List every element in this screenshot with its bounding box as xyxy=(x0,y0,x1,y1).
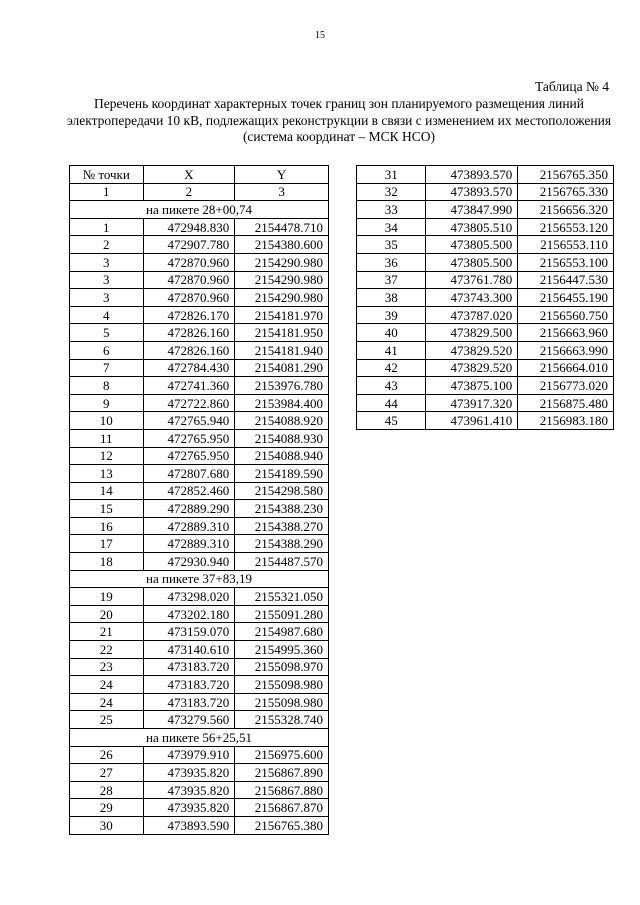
x-coordinate-cell: 473935.820 xyxy=(143,781,235,799)
table-label: Таблица № 4 xyxy=(535,79,609,94)
y-coordinate-cell: 2155098.970 xyxy=(235,658,329,676)
table-row xyxy=(70,465,329,483)
y-coordinate-cell: 2155328.740 xyxy=(235,711,329,729)
header-point-number: № точки xyxy=(70,166,144,184)
table-row xyxy=(70,605,329,623)
point-number-cell: 35 xyxy=(357,236,426,254)
y-coordinate-cell: 2155091.280 xyxy=(235,605,329,623)
y-coordinate-cell: 2156867.890 xyxy=(235,764,329,782)
x-coordinate-cell: 473829.520 xyxy=(426,359,518,377)
x-coordinate-cell: 472889.310 xyxy=(143,535,235,553)
table-row xyxy=(70,482,329,500)
point-number-cell: 36 xyxy=(357,253,426,271)
table-row xyxy=(70,394,329,412)
point-number-cell: 41 xyxy=(357,341,426,359)
table-caption: Перечень координат характерных точек границ зон планируемого размещения линий электропередачи 10 кВ, подлежащих реконструкции в связи с изменением их местоположения (система координат – МСК НСО) xyxy=(66,96,612,144)
y-coordinate-cell: 2156875.480 xyxy=(518,394,614,412)
point-number-cell: 15 xyxy=(70,500,144,518)
point-number-cell: 24 xyxy=(70,676,144,694)
point-number-cell: 29 xyxy=(70,799,144,817)
point-number-cell: 32 xyxy=(357,183,426,201)
y-coordinate-cell: 2154388.230 xyxy=(235,500,329,518)
table-row xyxy=(70,236,329,254)
x-coordinate-cell: 473279.560 xyxy=(143,711,235,729)
x-coordinate-cell: 473875.100 xyxy=(426,377,518,395)
table-row xyxy=(70,676,329,694)
x-coordinate-cell: 472722.860 xyxy=(143,394,235,412)
x-coordinate-cell: 473183.720 xyxy=(143,658,235,676)
table-row xyxy=(357,236,614,254)
table-row xyxy=(357,201,614,219)
table-row xyxy=(357,183,614,201)
point-number-cell: 17 xyxy=(70,535,144,553)
table-row xyxy=(70,816,329,834)
table-row xyxy=(70,623,329,641)
x-coordinate-cell: 472889.310 xyxy=(143,517,235,535)
table-row xyxy=(70,412,329,430)
x-coordinate-cell: 473829.520 xyxy=(426,341,518,359)
table-row xyxy=(70,253,329,271)
y-coordinate-cell: 2154478.710 xyxy=(235,218,329,236)
y-coordinate-cell: 2156867.880 xyxy=(235,781,329,799)
y-coordinate-cell: 2156773.020 xyxy=(518,377,614,395)
y-coordinate-cell: 2154088.940 xyxy=(235,447,329,465)
section-label: на пикете 28+00,74 xyxy=(70,201,329,219)
y-coordinate-cell: 2156765.330 xyxy=(518,183,614,201)
x-coordinate-cell: 472826.160 xyxy=(143,324,235,342)
x-coordinate-cell: 473202.180 xyxy=(143,605,235,623)
table-row xyxy=(357,289,614,307)
point-number-cell: 3 xyxy=(70,289,144,307)
y-coordinate-cell: 2154181.970 xyxy=(235,306,329,324)
y-coordinate-cell: 2154189.590 xyxy=(235,465,329,483)
table-row xyxy=(357,341,614,359)
point-number-cell: 26 xyxy=(70,746,144,764)
table-row xyxy=(70,693,329,711)
y-coordinate-cell: 2154081.290 xyxy=(235,359,329,377)
table-row xyxy=(70,289,329,307)
x-coordinate-cell: 473787.020 xyxy=(426,306,518,324)
table-row xyxy=(357,166,614,184)
table-row xyxy=(357,306,614,324)
header-row xyxy=(70,166,329,184)
table-row xyxy=(70,218,329,236)
point-number-cell: 44 xyxy=(357,394,426,412)
table-row xyxy=(70,377,329,395)
y-coordinate-cell: 2156663.990 xyxy=(518,341,614,359)
header-numbers-row xyxy=(70,183,329,201)
point-number-cell: 33 xyxy=(357,201,426,219)
y-coordinate-cell: 2156983.180 xyxy=(518,412,614,430)
x-coordinate-cell: 473935.820 xyxy=(143,764,235,782)
point-number-cell: 9 xyxy=(70,394,144,412)
point-number-cell: 13 xyxy=(70,465,144,483)
x-coordinate-cell: 472807.680 xyxy=(143,465,235,483)
y-coordinate-cell: 2153976.780 xyxy=(235,377,329,395)
x-coordinate-cell: 473829.500 xyxy=(426,324,518,342)
coordinates-table-left xyxy=(69,165,329,835)
point-number-cell: 10 xyxy=(70,412,144,430)
y-coordinate-cell: 2156553.100 xyxy=(518,253,614,271)
y-coordinate-cell: 2156455.190 xyxy=(518,289,614,307)
x-coordinate-cell: 472765.940 xyxy=(143,412,235,430)
header-number-1: 1 xyxy=(70,183,144,201)
x-coordinate-cell: 473893.570 xyxy=(426,183,518,201)
point-number-cell: 31 xyxy=(357,166,426,184)
table-row xyxy=(70,306,329,324)
page-number: 15 xyxy=(315,30,325,41)
x-coordinate-cell: 473893.570 xyxy=(426,166,518,184)
x-coordinate-cell: 473917.320 xyxy=(426,394,518,412)
x-coordinate-cell: 472948.830 xyxy=(143,218,235,236)
table-row xyxy=(70,553,329,571)
y-coordinate-cell: 2154487.570 xyxy=(235,553,329,571)
y-coordinate-cell: 2154388.270 xyxy=(235,517,329,535)
table-row xyxy=(70,341,329,359)
coordinates-table-right xyxy=(356,165,614,430)
section-row xyxy=(70,729,329,747)
x-coordinate-cell: 473979.910 xyxy=(143,746,235,764)
point-number-cell: 19 xyxy=(70,588,144,606)
table-row xyxy=(70,447,329,465)
table-row xyxy=(357,324,614,342)
x-coordinate-cell: 472765.950 xyxy=(143,429,235,447)
x-coordinate-cell: 473159.070 xyxy=(143,623,235,641)
point-number-cell: 22 xyxy=(70,641,144,659)
point-number-cell: 40 xyxy=(357,324,426,342)
x-coordinate-cell: 472826.160 xyxy=(143,341,235,359)
x-coordinate-cell: 472741.360 xyxy=(143,377,235,395)
point-number-cell: 3 xyxy=(70,271,144,289)
x-coordinate-cell: 473893.590 xyxy=(143,816,235,834)
x-coordinate-cell: 473298.020 xyxy=(143,588,235,606)
table-row xyxy=(70,799,329,817)
point-number-cell: 1 xyxy=(70,218,144,236)
point-number-cell: 11 xyxy=(70,429,144,447)
y-coordinate-cell: 2156975.600 xyxy=(235,746,329,764)
point-number-cell: 28 xyxy=(70,781,144,799)
header-number-3: 3 xyxy=(235,183,329,201)
point-number-cell: 7 xyxy=(70,359,144,377)
table-row xyxy=(70,781,329,799)
point-number-cell: 3 xyxy=(70,253,144,271)
header-number-2: 2 xyxy=(143,183,235,201)
table-row xyxy=(357,253,614,271)
point-number-cell: 8 xyxy=(70,377,144,395)
section-label: на пикете 37+83,19 xyxy=(70,570,329,588)
point-number-cell: 24 xyxy=(70,693,144,711)
point-number-cell: 25 xyxy=(70,711,144,729)
point-number-cell: 34 xyxy=(357,218,426,236)
x-coordinate-cell: 472870.960 xyxy=(143,253,235,271)
table-row xyxy=(70,359,329,377)
y-coordinate-cell: 2156447.530 xyxy=(518,271,614,289)
y-coordinate-cell: 2154181.950 xyxy=(235,324,329,342)
table-row xyxy=(357,218,614,236)
table-row xyxy=(70,641,329,659)
point-number-cell: 42 xyxy=(357,359,426,377)
y-coordinate-cell: 2155098.980 xyxy=(235,676,329,694)
x-coordinate-cell: 473805.500 xyxy=(426,236,518,254)
y-coordinate-cell: 2154290.980 xyxy=(235,271,329,289)
x-coordinate-cell: 473935.820 xyxy=(143,799,235,817)
x-coordinate-cell: 472870.960 xyxy=(143,271,235,289)
point-number-cell: 39 xyxy=(357,306,426,324)
x-coordinate-cell: 472826.170 xyxy=(143,306,235,324)
table-row xyxy=(70,271,329,289)
point-number-cell: 43 xyxy=(357,377,426,395)
y-coordinate-cell: 2154380.600 xyxy=(235,236,329,254)
table-row xyxy=(70,764,329,782)
y-coordinate-cell: 2156867.870 xyxy=(235,799,329,817)
y-coordinate-cell: 2154088.930 xyxy=(235,429,329,447)
table-row xyxy=(70,324,329,342)
point-number-cell: 12 xyxy=(70,447,144,465)
x-coordinate-cell: 472889.290 xyxy=(143,500,235,518)
x-coordinate-cell: 472852.460 xyxy=(143,482,235,500)
table-row xyxy=(70,429,329,447)
point-number-cell: 30 xyxy=(70,816,144,834)
y-coordinate-cell: 2156553.110 xyxy=(518,236,614,254)
point-number-cell: 4 xyxy=(70,306,144,324)
y-coordinate-cell: 2154181.940 xyxy=(235,341,329,359)
y-coordinate-cell: 2156765.380 xyxy=(235,816,329,834)
point-number-cell: 37 xyxy=(357,271,426,289)
table-row xyxy=(357,412,614,430)
point-number-cell: 20 xyxy=(70,605,144,623)
y-coordinate-cell: 2156656.320 xyxy=(518,201,614,219)
table-row xyxy=(70,658,329,676)
y-coordinate-cell: 2153984.400 xyxy=(235,394,329,412)
y-coordinate-cell: 2156664.010 xyxy=(518,359,614,377)
y-coordinate-cell: 2156663.960 xyxy=(518,324,614,342)
header-y: Y xyxy=(235,166,329,184)
table-row xyxy=(70,517,329,535)
section-row xyxy=(70,570,329,588)
point-number-cell: 38 xyxy=(357,289,426,307)
section-row xyxy=(70,201,329,219)
table-row xyxy=(70,746,329,764)
x-coordinate-cell: 473761.780 xyxy=(426,271,518,289)
header-x: X xyxy=(143,166,235,184)
point-number-cell: 14 xyxy=(70,482,144,500)
y-coordinate-cell: 2156560.750 xyxy=(518,306,614,324)
x-coordinate-cell: 472870.960 xyxy=(143,289,235,307)
point-number-cell: 16 xyxy=(70,517,144,535)
y-coordinate-cell: 2156765.350 xyxy=(518,166,614,184)
y-coordinate-cell: 2154388.290 xyxy=(235,535,329,553)
x-coordinate-cell: 472907.780 xyxy=(143,236,235,254)
y-coordinate-cell: 2154290.980 xyxy=(235,253,329,271)
y-coordinate-cell: 2155321.050 xyxy=(235,588,329,606)
x-coordinate-cell: 473847.990 xyxy=(426,201,518,219)
y-coordinate-cell: 2154987.680 xyxy=(235,623,329,641)
point-number-cell: 21 xyxy=(70,623,144,641)
table-row xyxy=(70,588,329,606)
x-coordinate-cell: 473183.720 xyxy=(143,676,235,694)
point-number-cell: 6 xyxy=(70,341,144,359)
y-coordinate-cell: 2154298.580 xyxy=(235,482,329,500)
table-row xyxy=(357,394,614,412)
table-row xyxy=(70,535,329,553)
x-coordinate-cell: 473805.500 xyxy=(426,253,518,271)
x-coordinate-cell: 473961.410 xyxy=(426,412,518,430)
y-coordinate-cell: 2154995.360 xyxy=(235,641,329,659)
y-coordinate-cell: 2156553.120 xyxy=(518,218,614,236)
table-row xyxy=(70,500,329,518)
table-row xyxy=(357,271,614,289)
y-coordinate-cell: 2154290.980 xyxy=(235,289,329,307)
x-coordinate-cell: 473805.510 xyxy=(426,218,518,236)
point-number-cell: 23 xyxy=(70,658,144,676)
y-coordinate-cell: 2155098.980 xyxy=(235,693,329,711)
x-coordinate-cell: 473743.300 xyxy=(426,289,518,307)
table-row xyxy=(357,377,614,395)
x-coordinate-cell: 473140.610 xyxy=(143,641,235,659)
table-row xyxy=(357,359,614,377)
point-number-cell: 45 xyxy=(357,412,426,430)
x-coordinate-cell: 472765.950 xyxy=(143,447,235,465)
y-coordinate-cell: 2154088.920 xyxy=(235,412,329,430)
table-row xyxy=(70,711,329,729)
point-number-cell: 18 xyxy=(70,553,144,571)
point-number-cell: 27 xyxy=(70,764,144,782)
point-number-cell: 2 xyxy=(70,236,144,254)
x-coordinate-cell: 472930.940 xyxy=(143,553,235,571)
x-coordinate-cell: 472784.430 xyxy=(143,359,235,377)
point-number-cell: 5 xyxy=(70,324,144,342)
x-coordinate-cell: 473183.720 xyxy=(143,693,235,711)
section-label: на пикете 56+25,51 xyxy=(70,729,329,747)
